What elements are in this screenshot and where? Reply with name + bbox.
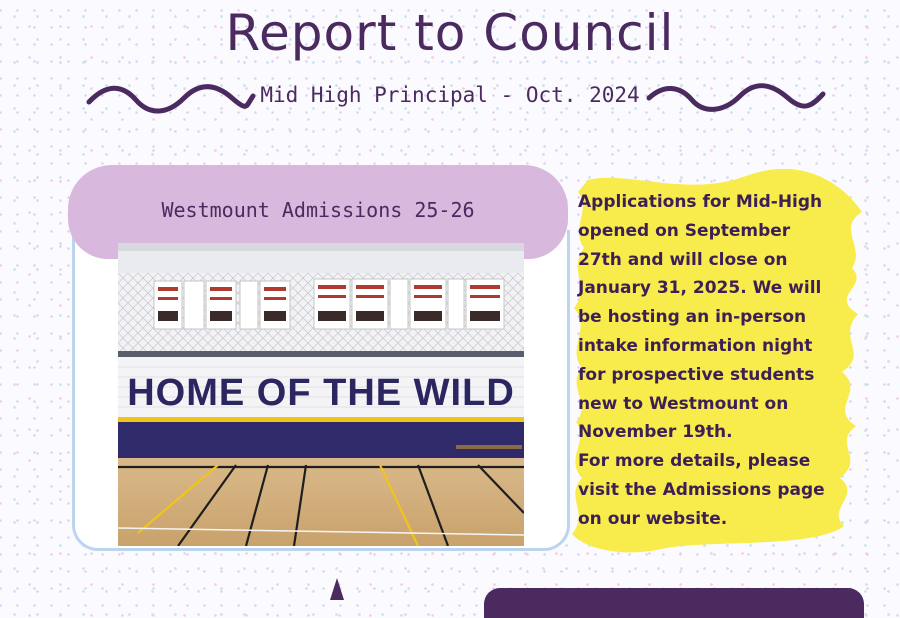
purple-wall-stripe (118, 422, 524, 458)
next-section-tab (484, 588, 864, 618)
page-title: Report to Council (225, 4, 675, 62)
bottom-decoration (322, 578, 352, 600)
gym-photo (118, 243, 524, 546)
page-subtitle: Mid High Principal - Oct. 2024 (260, 83, 640, 107)
gym-floor (118, 458, 524, 546)
championship-banners (154, 279, 504, 329)
card-heading: Westmount Admissions 25-26 (161, 198, 475, 222)
wall-slogan: HOME OF THE WILD (127, 372, 515, 414)
admissions-announcement: Applications for Mid-High opened on September 27th and will close on January 31, 2025. We will be hosting an in-person intake information night for prospective students new to Westmount on November 19th. For more details, please visit the Admissions page on our website. (578, 192, 825, 529)
